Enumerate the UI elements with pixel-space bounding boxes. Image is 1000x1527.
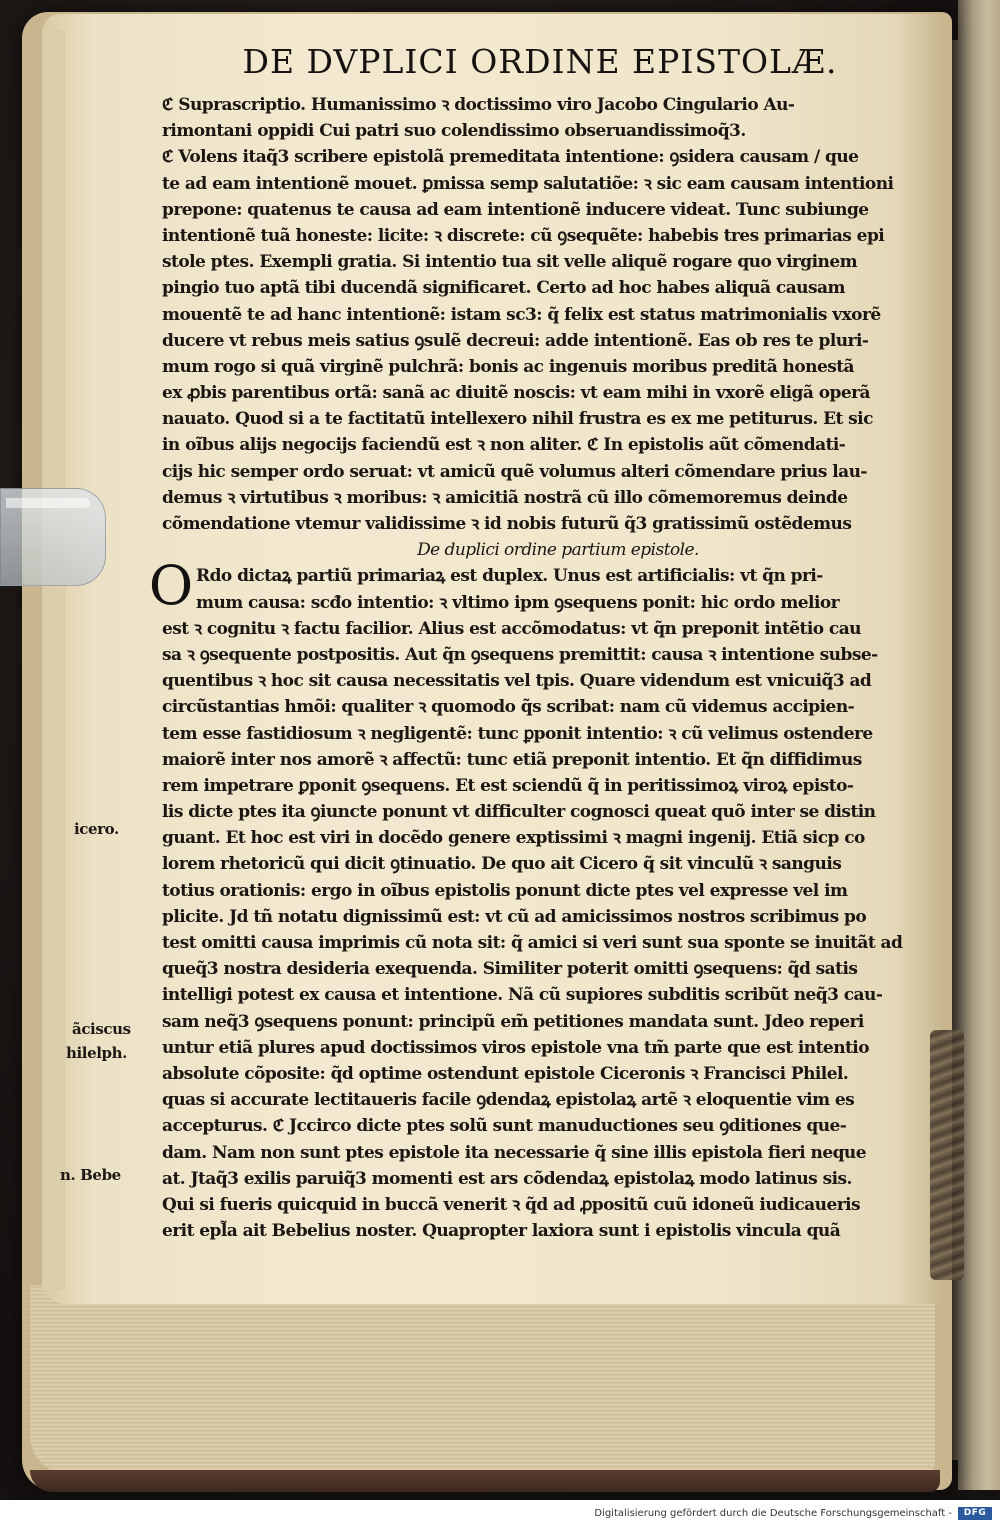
text-line: sam neq̃3 ꝯsequens ponunt: principũ em̃ petitiones mandata sunt. Jdeo reperi (162, 1011, 864, 1032)
marginal-note-bebelius: n. Bebe (60, 1166, 121, 1184)
text-line: ex ꝓbis parentibus ortã: sanã ac diuitẽ noscis: vt eam mihi in vxorẽ eligã operã (162, 383, 870, 404)
text-line: dam. Nam non sunt ptes epistole ita necessarie q̃ sine illis epistola fieri neque (162, 1142, 867, 1163)
text-line: absolute cõposite: q̃d optime ostendunt epistole Ciceronis ꝛ Francisci Philel. (162, 1063, 849, 1084)
text-line: queq̃3 nostra desideria exequenda. Similiter poterit omitti ꝯsequens: q̃d satis (162, 959, 858, 980)
text-line: ducere vt rebus meis satius ꝯsulẽ decreui: adde intentionẽ. Eas ob res te pluri- (162, 330, 869, 351)
text-line: tem esse fastidiosum ꝛ negligentẽ: tunc ꝑponit intentio: ꝛ cũ velimus ostendere (162, 723, 873, 744)
marginal-note-franciscus: ãciscus (72, 1020, 131, 1038)
text-line: mouentẽ te ad hanc intentionẽ: istam sc3: q̃ felix est status matrimonialis vxorẽ (162, 304, 881, 325)
text-line: mum rogo si quã virginẽ pulchrã: bonis ac ingenuis moribus preditã honestã (162, 356, 855, 377)
text-line: test omitti causa imprimis cũ nota sit: q̃ amici si veri sunt sua sponte se inuitãt ad (162, 933, 903, 953)
book-cover-edge (30, 1470, 940, 1492)
facing-page-edge (958, 0, 1000, 1490)
text-line: demus ꝛ virtutibus ꝛ moribus: ꝛ amicitiã nostrã cũ illo cõmemoremus deinde (162, 487, 848, 508)
text-line: totius orationis: ergo in oĩbus epistolis ponunt dicte ptes vel expresse vel im (162, 880, 848, 901)
text-line: at. Jtaq̃3 exilis paruiq̃3 momenti est ars cõdendaꝝ epistolaꝝ modo latinus sis. (162, 1168, 852, 1189)
dfg-logo: DFG (958, 1507, 992, 1520)
text-line: rimontani oppidi Cui patri suo colendissimo obseruandissimoq̃3. (162, 121, 746, 142)
drop-cap-initial: O (148, 554, 194, 617)
text-line: guant. Et hoc est viri in docẽdo genere exptissimi ꝛ magni ingenij. Etiã sicp co (162, 828, 865, 849)
text-line: plicite. Jd tñ notatu dignissimũ est: vt cũ ad amicissimos nostros scribimus po (162, 906, 867, 927)
text-line: quas si accurate lectitaueris facile ꝯdendaꝝ epistolaꝝ artẽ ꝛ eloquentie vim es (162, 1090, 855, 1111)
text-line: pingio tuo aptã tibi ducendã significaret. Certo ad hoc habes aliquã causam (162, 278, 845, 299)
text-line: ℭ Volens itaq̃3 scribere epistolã premeditata intentione: ꝯsidera causam / que (162, 147, 859, 168)
text-line: rem impetrare ꝑponit ꝯsequens. Et est sciendũ q̃ in peritissimoꝝ viroꝝ episto- (162, 775, 854, 796)
text-line: accepturus. ℭ Jccirco dicte ptes solũ sunt manuductiones seu ꝯditiones que- (162, 1116, 847, 1137)
text-line: prepone: quatenus te causa ad eam intentionẽ inducere videat. Tunc subiunge (162, 199, 869, 220)
text-line: lorem rhetoricũ qui dicit ꝯtinuatio. De quo ait Cicero q̃ sit vinculũ ꝛ sanguis (162, 854, 842, 875)
funding-credit: Digitalisierung gefördert durch die Deutsche Forschungsgemeinschaft - (594, 1508, 952, 1519)
text-line: stole ptes. Exempli gratia. Si intentio tua sit velle aliquẽ rogare quo virginem (162, 252, 858, 273)
text-line: Qui si fueris quicquid in buccã venerit ꝛ q̃d ad ꝓpositũ cuũ idoneũ iudicaueris (162, 1194, 861, 1215)
page-clip-highlight (6, 498, 90, 508)
text-line: ℭ Suprascriptio. Humanissimo ꝛ doctissimo viro Jacobo Cingulario Au- (162, 95, 795, 115)
page-fore-edge (42, 30, 66, 1290)
page-heading: DE DVPLICI ORDINE EPISTOLÆ. (242, 42, 838, 81)
text-line: maiorẽ inter nos amorẽ ꝛ affectũ: tunc etiã preponit intentio. Et q̃n diffidimus (162, 749, 862, 770)
marginal-note-philelphus: hilelph. (66, 1044, 127, 1062)
text-line: intelligi potest ex causa et intentione. Nã cũ supiores subditis scribũt neq̃3 cau- (162, 985, 883, 1006)
text-line: sa ꝛ ꝯsequente postpositis. Aut q̃n ꝯsequens premittit: causa ꝛ intentione subse- (162, 644, 878, 665)
text-line: Rdo dictaꝝ partiũ primariaꝝ est duplex. Unus est artificialis: vt q̃n pri- (196, 566, 823, 587)
text-line: in oĩbus alijs negocijs faciendũ est ꝛ non aliter. ℭ In epistolis aũt cõmendati- (162, 435, 846, 456)
text-line: est ꝛ cognitu ꝛ factu facilior. Alius est accõmodatus: vt q̃n preponit intẽtio cau (162, 618, 861, 639)
page-stack-edges (30, 1285, 935, 1475)
text-line: quentibus ꝛ hoc sit causa necessitatis vel tpis. Quare videndum est vnicuiq̃3 ad (162, 671, 872, 692)
text-line: mum causa: scđo intentio: ꝛ vltimo ipm ꝯsequens ponit: hic ordo melior (196, 592, 840, 613)
text-line: te ad eam intentionẽ mouet. ꝑmissa semp salutatiõe: ꝛ sic eam causam intentioni (162, 173, 894, 194)
body-text (162, 92, 914, 1244)
text-line: nauato. Quod si a te factitatũ intellexero nihil frustra es ex me petiturus. Et sic (162, 409, 873, 430)
text-line: cõmendatione vtemur validissime ꝛ id nobis futurũ q̃3 gratissimũ ostẽdemus (162, 514, 852, 534)
text-line: intentionẽ tuã honeste: licite: ꝛ discrete: cũ ꝯsequẽte: habebis tres primarias epi (162, 225, 885, 246)
binding-strap (930, 1030, 964, 1280)
section-subheading: De duplici ordine partium epistole. (417, 540, 699, 561)
text-line: lis dicte ptes ita ꝯiuncte ponunt vt difficulter cognosci queat quõ inter se distin (162, 802, 876, 823)
text-line: cijs hic semper ordo seruat: vt amicũ quẽ volumus alteri cõmendare prius lau- (162, 461, 867, 482)
text-line: erit epl̃a ait Bebelius noster. Quapropter laxiora sunt i epistolis vincula quã (162, 1221, 841, 1242)
marginal-note-cicero: icero. (74, 820, 119, 838)
text-line: circũstantias hmõi: qualiter ꝛ quomodo q̃s scribat: nam cũ videmus accipien- (162, 697, 855, 718)
text-line: untur etiã plures apud doctissimos viros epistole vna tm̃ parte que est intentio (162, 1037, 869, 1058)
